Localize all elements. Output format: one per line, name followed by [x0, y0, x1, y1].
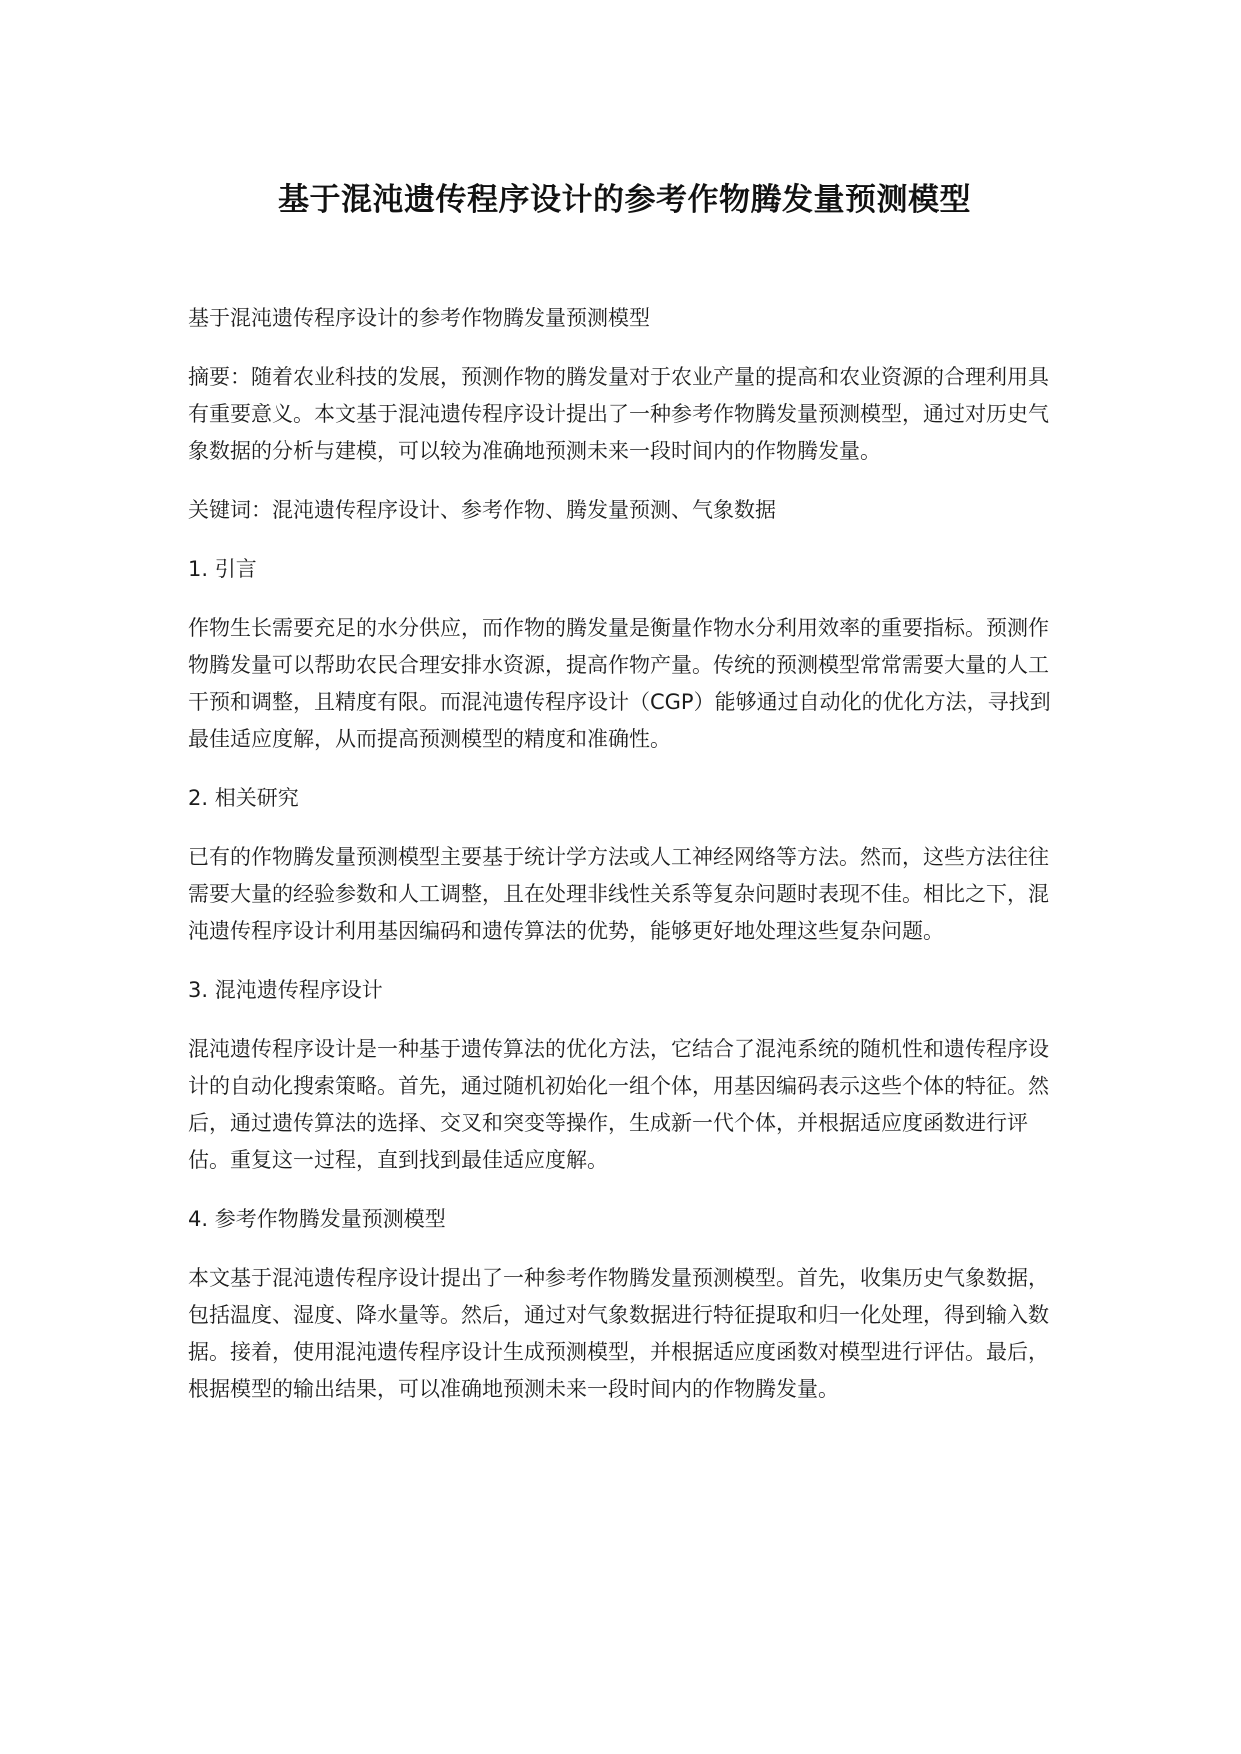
- section-body-introduction: 作物生长需要充足的水分供应，而作物的腾发量是衡量作物水分利用效率的重要指标。预测作物腾发量可以帮助农民合理安排水资源，提高作物产量。传统的预测模型常常需要大量的人工干预和调整，且精度有限。而混沌遗传程序设计（CGP）能够通过自动化的优化方法，寻找到最佳适应度解，从而提高预测模型的精度和准确性。: [188, 616, 1051, 751]
- document-subtitle: 基于混沌遗传程序设计的参考作物腾发量预测模型: [188, 306, 650, 330]
- section-body-cgp: 混沌遗传程序设计是一种基于遗传算法的优化方法，它结合了混沌系统的随机性和遗传程序设计的自动化搜索策略。首先，通过随机初始化一组个体，用基因编码表示这些个体的特征。然后，通过遗传算法的选择、交叉和突变等操作，生成新一代个体，并根据适应度函数进行评估。重复这一过程，直到找到最佳适应度解。: [188, 1037, 1049, 1172]
- document-title: 基于混沌遗传程序设计的参考作物腾发量预测模型: [278, 182, 971, 218]
- section-heading-introduction: 1. 引言: [188, 557, 257, 581]
- section-heading-cgp: 3. 混沌遗传程序设计: [188, 978, 383, 1002]
- document-body: [188, 300, 1061, 1408]
- abstract-paragraph: 摘要：随着农业科技的发展，预测作物的腾发量对于农业产量的提高和农业资源的合理利用具有重要意义。本文基于混沌遗传程序设计提出了一种参考作物腾发量预测模型，通过对历史气象数据的分析与建模，可以较为准确地预测未来一段时间内的作物腾发量。: [188, 365, 1049, 463]
- section-heading-model: 4. 参考作物腾发量预测模型: [188, 1207, 446, 1231]
- keywords-paragraph: 关键词：混沌遗传程序设计、参考作物、腾发量预测、气象数据: [188, 498, 776, 522]
- section-heading-related-work: 2. 相关研究: [188, 786, 299, 810]
- section-body-related-work: 已有的作物腾发量预测模型主要基于统计学方法或人工神经网络等方法。然而，这些方法往往需要大量的经验参数和人工调整，且在处理非线性关系等复杂问题时表现不佳。相比之下，混沌遗传程序设计利用基因编码和遗传算法的优势，能够更好地处理这些复杂问题。: [188, 845, 1049, 943]
- section-body-model: 本文基于混沌遗传程序设计提出了一种参考作物腾发量预测模型。首先，收集历史气象数据，包括温度、湿度、降水量等。然后，通过对气象数据进行特征提取和归一化处理，得到输入数据。接着，使用混沌遗传程序设计生成预测模型，并根据适应度函数对模型进行评估。最后，根据模型的输出结果，可以准确地预测未来一段时间内的作物腾发量。: [188, 1266, 1049, 1401]
